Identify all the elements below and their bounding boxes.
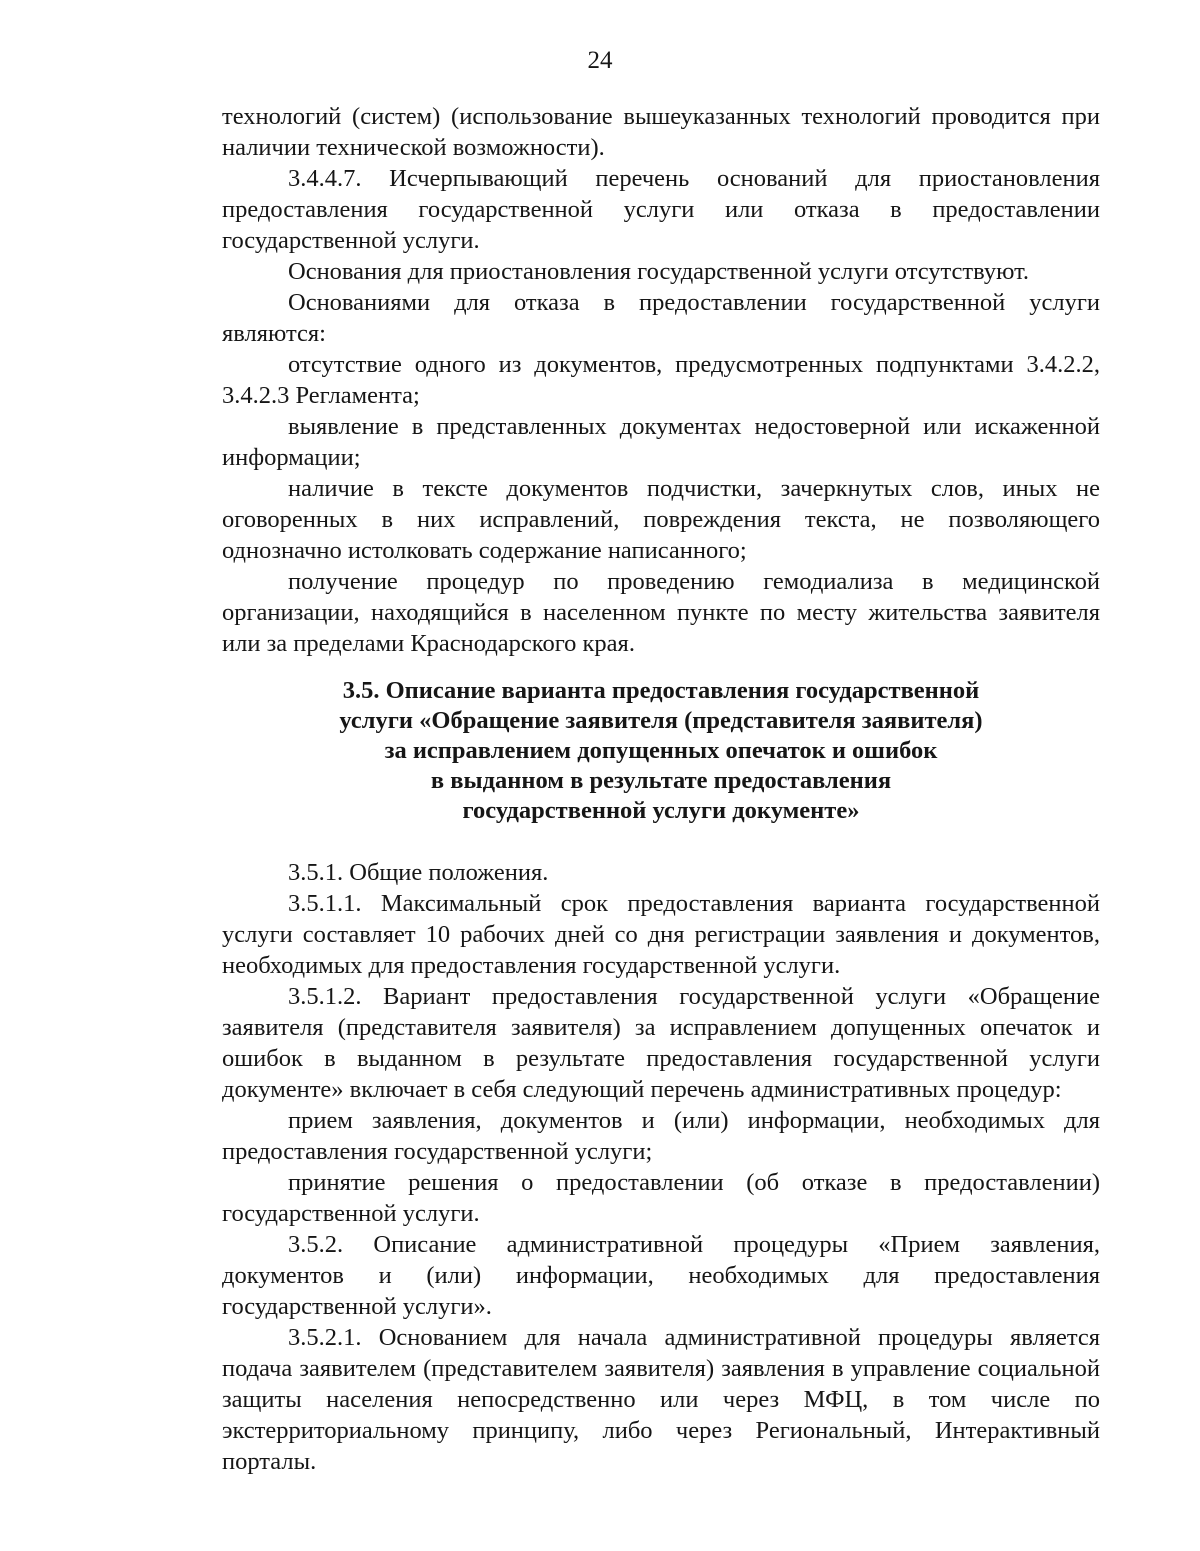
paragraph: получение процедур по проведению гемодиализа в медицинской организации, находящийся в населенном пункте по месту жительства заявителя или за пределами Краснодарского края. <box>222 568 1100 657</box>
paragraph: Основаниями для отказа в предоставлении государственной услуги являются: <box>222 289 1100 347</box>
text-block-bottom <box>222 857 1100 1477</box>
heading-line: в выданном в результате предоставления <box>430 767 892 794</box>
paragraph: Основания для приостановления государственной услуги отсутствуют. <box>288 258 1030 285</box>
heading-line: 3.5. Описание варианта предоставления государственной <box>342 677 980 704</box>
paragraph: 3.5.1.1. Максимальный срок предоставления варианта государственной услуги составляет 10 рабочих дней со дня регистрации заявления и документов, необходимых для предоставления государственной услуги. <box>222 890 1100 979</box>
paragraph: выявление в представленных документах недостоверной или искаженной информации; <box>222 413 1100 471</box>
page-number: 24 <box>587 47 613 74</box>
paragraph: отсутствие одного из документов, предусмотренных подпунктами 3.4.2.2, 3.4.2.3 Регламента; <box>222 351 1100 409</box>
paragraph: наличие в тексте документов подчистки, зачеркнутых слов, иных не оговоренных в них исправлений, повреждения текста, не позволяющего однозначно истолковать содержание написанного; <box>222 475 1100 564</box>
paragraph: 3.5.1. Общие положения. <box>288 859 549 886</box>
text-block-top <box>222 101 1100 659</box>
section-heading <box>222 676 1100 826</box>
heading-line: государственной услуги документе» <box>462 797 860 824</box>
paragraph: принятие решения о предоставлении (об отказе в предоставлении) государственной услуги. <box>222 1169 1100 1227</box>
paragraph: 3.5.2.1. Основанием для начала административной процедуры является подача заявителем (представителем заявителя) заявления в управление социальной защиты населения непосредственно или через МФЦ, в том числе по экстерриториальному принципу, либо через Региональный, Интерактивный порталы. <box>222 1324 1100 1475</box>
paragraph: технологий (систем) (использование вышеуказанных технологий проводится при наличии технической возможности). <box>222 103 1100 161</box>
paragraph: 3.5.1.2. Вариант предоставления государственной услуги «Обращение заявителя (представителя заявителя) за исправлением допущенных опечаток и ошибок в выданном в результате предоставления государственной услуги документе» включает в себя следующий перечень административных процедур: <box>222 983 1100 1103</box>
heading-line: услуги «Обращение заявителя (представителя заявителя) <box>339 707 983 734</box>
paragraph: 3.5.2. Описание административной процедуры «Прием заявления, документов и (или) информации, необходимых для предоставления государственной услуги». <box>222 1231 1100 1320</box>
paragraph: 3.4.4.7. Исчерпывающий перечень оснований для приостановления предоставления государственной услуги или отказа в предоставлении государственной услуги. <box>222 165 1100 254</box>
heading-line: за исправлением допущенных опечаток и ошибок <box>384 737 938 764</box>
paragraph: прием заявления, документов и (или) информации, необходимых для предоставления государственной услуги; <box>222 1107 1100 1165</box>
